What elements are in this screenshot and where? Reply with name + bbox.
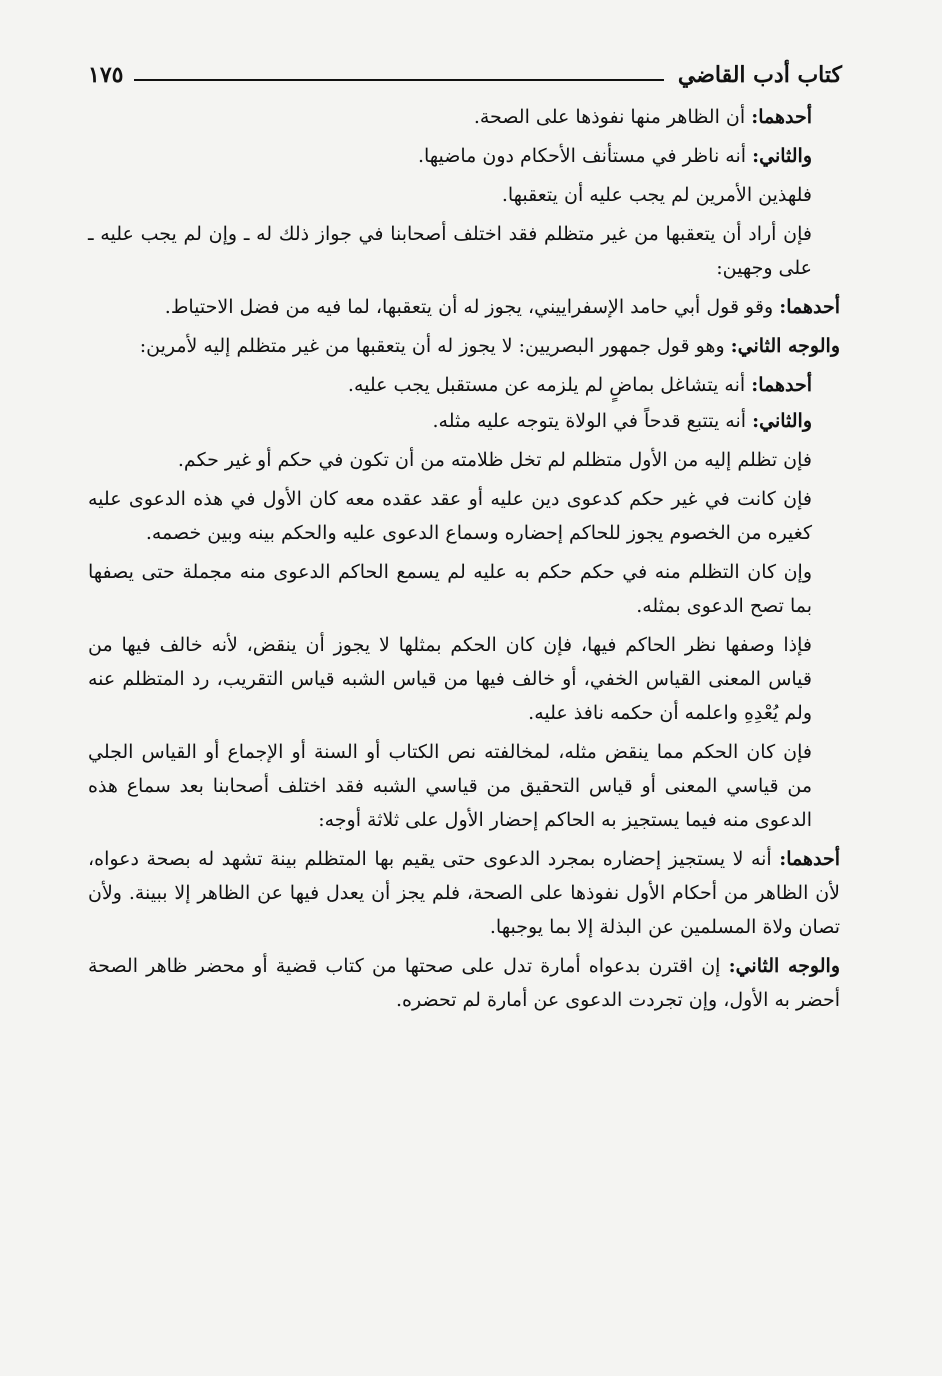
paragraph-lead: والثاني: [752,410,812,432]
paragraph [88,329,840,363]
paragraph-text: فإن أراد أن يتعقبها من غير متظلم فقد اختلف أصحابنا في جواز ذلك له ـ وإن لم يجب عليه ـ على وجهين: [88,223,812,279]
paragraph-lead: أحدهما: [779,848,840,870]
paragraph [88,735,840,837]
paragraph [88,443,840,477]
paragraph-text: إن اقترن بدعواه أمارة تدل على صحتها من كتاب قضية أو محضر ظاهر الصحة أحضر به الأول، وإن تجردت الدعوى عن أمارة لم تحضره. [88,955,840,1011]
paragraph-text: أنه يتتبع قدحاً في الولاة يتوجه عليه مثله. [432,410,753,432]
paragraph-lead: أحدهما: [751,106,812,128]
paragraph-lead: والوجه الثاني: [728,955,840,977]
running-title: كتاب أدب القاضي [677,62,842,88]
paragraph-text: أنه ناظر في مستأنف الأحكام دون ماضيها. [417,145,753,167]
paragraph [88,290,840,324]
paragraph-text: وهو قول جمهور البصريين: لا يجوز له أن يتعقبها من غير متظلم إليه لأمرين: [139,335,731,357]
paragraph-text: فإن كان الحكم مما ينقض مثله، لمخالفته نص الكتاب أو السنة أو الإجماع أو القياس الجلي من قياسي المعنى أو قياس التحقيق من قياسي الشبه فقد اختلف أصحابنا بعد سماع هذه الدعوى منه فيما يستجيز به الحاكم إحضار الأول على ثلاثة أوجه: [88,741,812,831]
paragraph-text: فإذا وصفها نظر الحاكم فيها، فإن كان الحكم بمثلها لا يجوز أن ينقض، لأنه خالف فيها من قياس المعنى القياس الخفي، أو خالف فيها من قياس الشبه قياس التقريب، رد المتظلم عنه ولم يُعْدِهِ واعلمه أن حكمه نافذ عليه. [88,634,812,724]
paragraph-text: أن الظاهر منها نفوذها على الصحة. [473,106,752,128]
paragraph-text: فإن كانت في غير حكم كدعوى دين عليه أو عقد عقده معه كان الأول في هذه الدعوى عليه كغيره من الخصوم يجوز للحاكم إحضاره وسماع الدعوى عليه والحكم بينه وبين خصمه. [88,488,812,544]
paragraph-lead: والوجه الثاني: [730,335,840,357]
paragraph [88,555,840,623]
paragraph [88,100,840,134]
paragraph [88,368,840,402]
page-body [88,100,840,1022]
paragraph [88,628,840,730]
paragraph-lead: أحدهما: [751,374,812,396]
paragraph [88,404,840,438]
paragraph-lead: والثاني: [752,145,812,167]
paragraph [88,842,840,944]
page-number: ١٧٥ [88,62,124,88]
paragraph-lead: أحدهما: [779,296,840,318]
paragraph [88,217,840,285]
paragraph [88,949,840,1017]
paragraph-text: وقو قول أبي حامد الإسفراييني، يجوز له أن يتعقبها، لما فيه من فضل الاحتياط. [164,296,780,318]
paragraph-text: فإن تظلم إليه من الأول متظلم لم تخل ظلامته من أن تكون في حكم أو غير حكم. [177,449,812,471]
paragraph-text: فلهذين الأمرين لم يجب عليه أن يتعقبها. [501,184,812,206]
paragraph-text: أنه يتشاغل بماضٍ لم يلزمه عن مستقبل يجب عليه. [347,374,752,396]
paragraph-text: أنه لا يستجيز إحضاره بمجرد الدعوى حتى يقيم بها المتظلم بينة تشهد له بصحة دعواه، لأن الظاهر من أحكام الأول نفوذها على الصحة، فلم يجز أن يعدل فيها عن الظاهر إلا ببينة. ولأن تصان ولاة المسلمين عن البذلة إلا بما يوجبها. [88,848,840,938]
paragraph [88,482,840,550]
paragraph [88,178,840,212]
page-header [88,62,842,92]
paragraph-text: وإن كان التظلم منه في حكم حكم به عليه لم يسمع الحاكم الدعوى منه مجملة حتى يصفها بما تصح الدعوى بمثله. [88,561,812,617]
paragraph [88,139,840,173]
header-rule [134,79,664,81]
